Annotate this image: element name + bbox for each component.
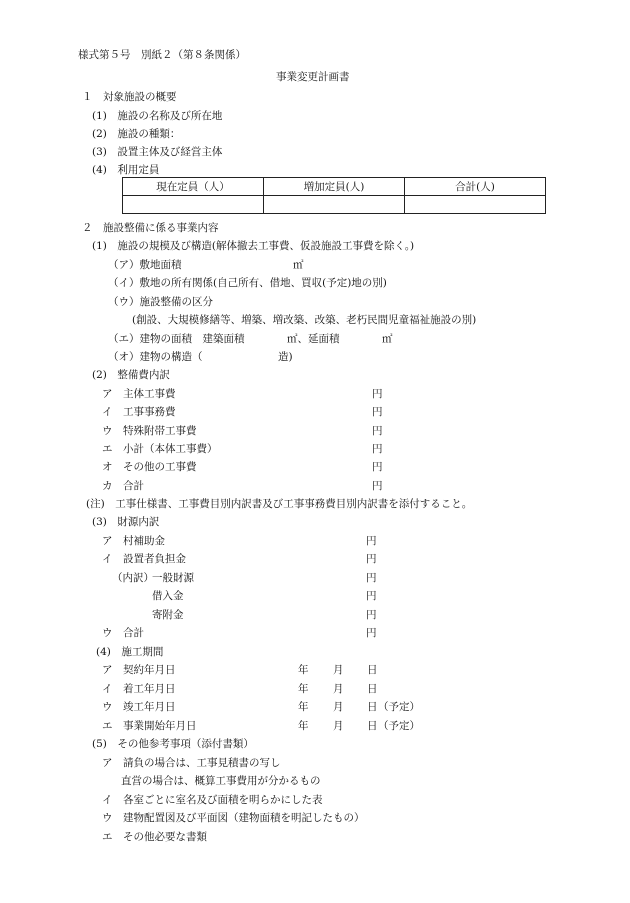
attachment-note: (注) 工事仕様書、工事費目別内訳書及び工事事務費目別内訳書を添付すること。 [86, 498, 473, 510]
building-structure-item: （オ）建物の構造（ [108, 351, 203, 363]
total-capacity-header: 合計(人) [405, 178, 546, 196]
total-capacity-cell [405, 196, 546, 214]
funding-heading: (3) 財源内訳 [92, 516, 160, 528]
month-label: 月 [333, 720, 344, 732]
planned-note: （予定） [378, 701, 420, 713]
section-1-heading: １ 対象施設の概要 [82, 91, 177, 103]
yen-unit: 円 [366, 609, 377, 621]
document-title: 事業変更計画書 [276, 71, 350, 83]
reference-heading: (5) その他参考事項（添付書類） [92, 738, 254, 750]
reference-floor-plan: ウ 建物配置図及び平面図（建物面積を明記したもの） [102, 812, 365, 824]
site-ownership-item: （イ）敷地の所有関係(自己所有、借地、買収(予定)地の別) [108, 277, 387, 289]
current-capacity-header: 現在定員（人） [123, 178, 264, 196]
scale-structure-item: (1) 施設の規模及び構造(解体撤去工事費、仮設施設工事費を除く。) [92, 240, 415, 252]
yen-unit: 円 [372, 406, 383, 418]
yen-unit: 円 [366, 627, 377, 639]
funding-total: ウ 合計 [102, 627, 144, 639]
contract-date: ア 契約年月日 [102, 664, 176, 676]
increase-capacity-header: 増加定員(人) [264, 178, 405, 196]
month-label: 月 [333, 701, 344, 713]
construction-category-note: (創設、大規模修繕等、増築、増改築、改築、老朽民間児童福祉施設の別) [132, 314, 477, 326]
building-area-item: （エ）建物の面積 建築面積 [108, 333, 245, 345]
building-structure-suffix: 造) [278, 351, 293, 363]
table-header-row [123, 178, 546, 196]
site-area-item: （ア）敷地面積 [108, 259, 182, 271]
month-label: 月 [333, 664, 344, 676]
reference-direct: 直営の場合は、概算工事費用が分かるもの [121, 775, 321, 787]
reference-other: エ その他必要な書類 [102, 831, 207, 843]
village-subsidy: ア 村補助金 [102, 535, 165, 547]
cost-breakdown-heading: (2) 整備費内訳 [92, 369, 170, 381]
construction-office-cost: イ 工事事務費 [102, 406, 176, 418]
construction-category-item: （ウ）施設整備の区分 [108, 296, 213, 308]
planned-note: （予定） [378, 720, 420, 732]
yen-unit: 円 [372, 425, 383, 437]
floor-area-unit: ㎡ [382, 333, 393, 345]
yen-unit: 円 [366, 535, 377, 547]
other-construction-cost: オ その他の工事費 [102, 461, 197, 473]
day-label: 日 [367, 664, 378, 676]
year-label: 年 [298, 720, 309, 732]
month-label: 月 [333, 683, 344, 695]
capacity-item: (4) 利用定員 [92, 164, 160, 176]
year-label: 年 [298, 664, 309, 676]
business-start-date: エ 事業開始年月日 [102, 720, 197, 732]
subtotal-cost: エ 小計（本体工事費） [102, 443, 218, 455]
yen-unit: 円 [372, 480, 383, 492]
table-row [123, 196, 546, 214]
breakdown-label: （内訳） [112, 572, 154, 584]
reference-contract: ア 請負の場合は、工事見積書の写し [102, 757, 281, 769]
operator-item: (3) 設置主体及び経営主体 [92, 146, 223, 158]
total-cost: カ 合計 [102, 480, 144, 492]
capacity-table [122, 177, 546, 214]
facility-type-item: (2) 施設の種類： [92, 128, 181, 140]
completion-date: ウ 竣工年月日 [102, 701, 176, 713]
yen-unit: 円 [366, 553, 377, 565]
floor-area-label: ㎡、延面積 [287, 333, 340, 345]
increase-capacity-cell [264, 196, 405, 214]
year-label: 年 [298, 683, 309, 695]
yen-unit: 円 [372, 388, 383, 400]
main-construction-cost: ア 主体工事費 [102, 388, 176, 400]
day-label: 日 [367, 720, 378, 732]
yen-unit: 円 [366, 590, 377, 602]
year-label: 年 [298, 701, 309, 713]
general-funds: 一般財源 [152, 572, 194, 584]
donations: 寄附金 [152, 609, 184, 621]
form-header: 様式第５号 別紙２（第８条関係） [78, 49, 246, 61]
site-area-unit: ㎡ [293, 259, 304, 271]
current-capacity-cell [123, 196, 264, 214]
reference-room-table: イ 各室ごとに室名及び面積を明らかにした表 [102, 794, 323, 806]
borrowings: 借入金 [152, 590, 184, 602]
yen-unit: 円 [366, 572, 377, 584]
section-2-heading: ２ 施設整備に係る事業内容 [82, 222, 219, 234]
construction-period-heading: (4) 施工期間 [96, 646, 164, 658]
yen-unit: 円 [372, 443, 383, 455]
special-ancillary-cost: ウ 特殊附帯工事費 [102, 425, 197, 437]
founder-burden: イ 設置者負担金 [102, 553, 186, 565]
day-label: 日 [367, 683, 378, 695]
yen-unit: 円 [372, 461, 383, 473]
facility-name-item: (1) 施設の名称及び所在地 [92, 110, 223, 122]
start-date: イ 着工年月日 [102, 683, 176, 695]
day-label: 日 [367, 701, 378, 713]
